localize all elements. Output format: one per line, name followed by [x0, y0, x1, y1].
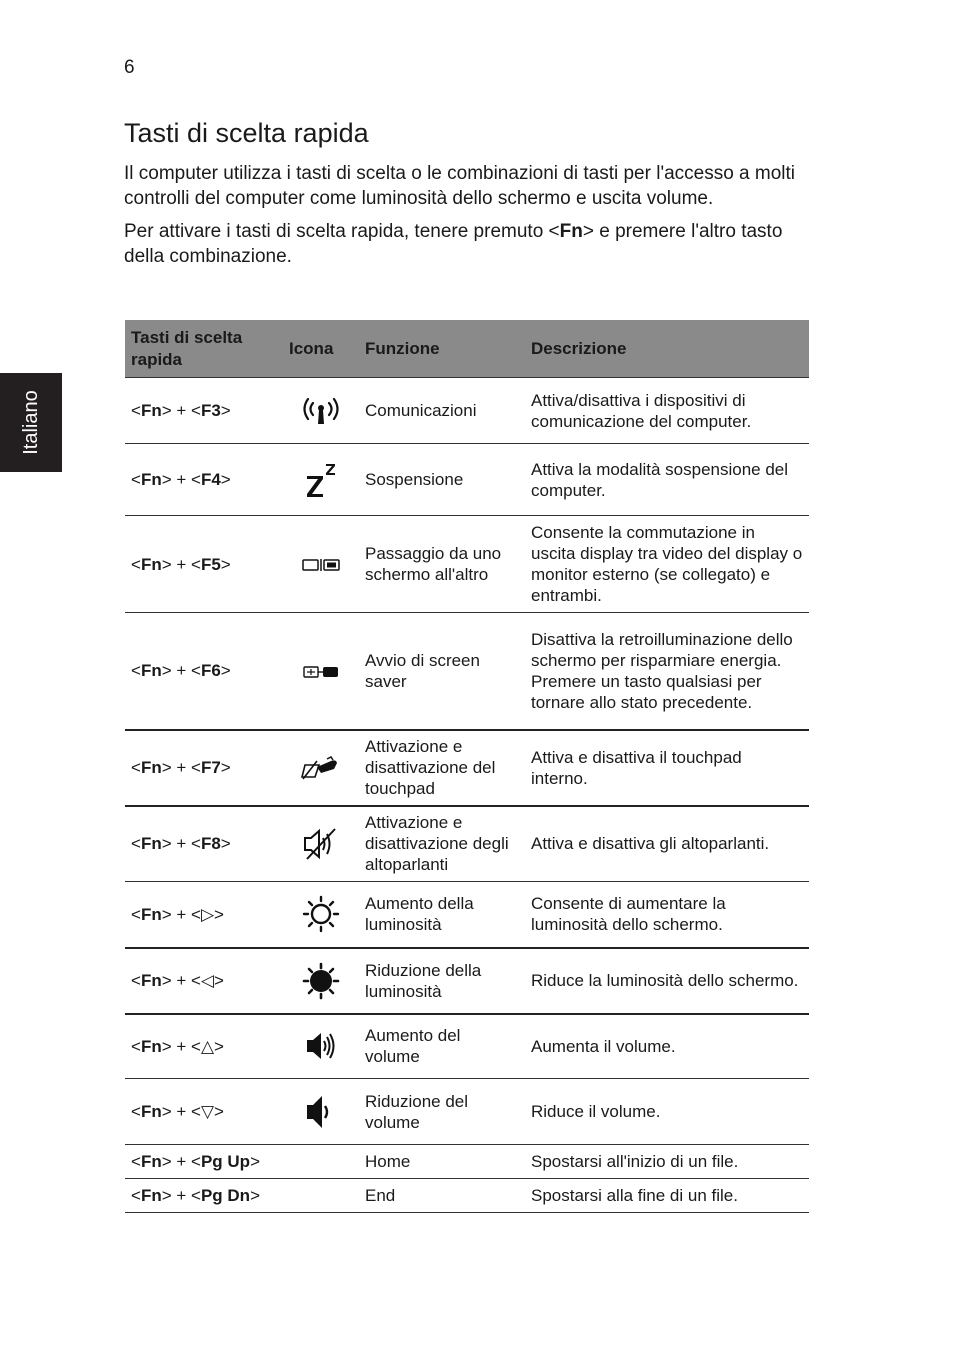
fn-key: Fn — [559, 221, 583, 242]
table-row — [125, 806, 809, 882]
function-cell: Riduzione della luminosità — [359, 948, 525, 1014]
volume-up-icon — [303, 1030, 339, 1062]
instruction-paragraph: Per attivare i tasti di scelta rapida, tenere premuto <Fn> e premere l'altro tasto della combinazione. — [124, 221, 783, 267]
touchpad-toggle-icon — [301, 755, 341, 781]
description-cell: Consente la commutazione in uscita display tra video del display o monitor esterno (se collegato) e entrambi. — [525, 516, 809, 613]
table-row — [125, 1079, 809, 1145]
hotkey-cell: <Fn> + <◁> — [125, 948, 283, 1014]
table-row — [125, 1014, 809, 1079]
speaker-mute-icon — [301, 827, 341, 861]
table-row — [125, 516, 809, 613]
description-cell: Spostarsi alla fine di un file. — [525, 1179, 809, 1213]
table-row — [125, 882, 809, 948]
function-cell: Sospensione — [359, 444, 525, 516]
hotkey-cell: <Fn> + <△> — [125, 1014, 283, 1079]
icon-cell — [283, 1079, 359, 1145]
icon-cell — [283, 948, 359, 1014]
description-cell: Attiva la modalità sospensione del computer. — [525, 444, 809, 516]
hotkey-cell: <Fn> + <F7> — [125, 730, 283, 806]
hotkey-cell: <Fn> + <F5> — [125, 516, 283, 613]
icon-cell — [283, 1014, 359, 1079]
table-row — [125, 1179, 809, 1213]
hotkey-cell: <Fn> + <Pg Up> — [125, 1145, 283, 1179]
language-label: Italiano — [19, 390, 42, 455]
table-row — [125, 730, 809, 806]
hotkey-cell: <Fn> + <▽> — [125, 1079, 283, 1145]
volume-down-icon — [303, 1093, 339, 1131]
icon-cell — [283, 730, 359, 806]
table-row — [125, 1145, 809, 1179]
function-cell: Comunicazioni — [359, 378, 525, 444]
description-cell: Spostarsi all'inizio di un file. — [525, 1145, 809, 1179]
hotkey-cell: <Fn> + <F3> — [125, 378, 283, 444]
hotkey-cell: <Fn> + <F8> — [125, 806, 283, 882]
hotkey-cell: <Fn> + <F4> — [125, 444, 283, 516]
table-row — [125, 613, 809, 730]
intro-paragraph: Il computer utilizza i tasti di scelta o le combinazioni di tasti per l'accesso a molti controlli del computer come luminosità dello schermo e uscita volume. — [124, 163, 796, 209]
function-cell: End — [359, 1179, 525, 1213]
function-cell: Avvio di screen saver — [359, 613, 525, 730]
section-content — [124, 116, 814, 277]
page-number: 6 — [124, 57, 135, 78]
description-cell: Riduce il volume. — [525, 1079, 809, 1145]
description-cell: Attiva e disattiva il touchpad interno. — [525, 730, 809, 806]
function-cell: Attivazione e disattivazione del touchpad — [359, 730, 525, 806]
header-icon: Icona — [283, 320, 359, 378]
description-cell: Attiva e disattiva gli altoparlanti. — [525, 806, 809, 882]
hotkey-cell: <Fn> + <Pg Dn> — [125, 1179, 283, 1213]
sleep-zz-icon — [304, 462, 338, 498]
table-row — [125, 948, 809, 1014]
description-cell: Attiva/disattiva i dispositivi di comunicazione del computer. — [525, 378, 809, 444]
icon-cell — [283, 516, 359, 613]
section-title: Tasti di scelta rapida — [124, 118, 369, 148]
function-cell: Home — [359, 1145, 525, 1179]
hotkeys-table — [125, 320, 809, 1213]
function-cell: Riduzione del volume — [359, 1079, 525, 1145]
hotkey-cell: <Fn> + <F6> — [125, 613, 283, 730]
icon-cell — [283, 444, 359, 516]
header-description: Descrizione — [525, 320, 809, 378]
language-side-tab — [0, 373, 62, 472]
icon-cell — [283, 806, 359, 882]
display-toggle-icon — [301, 557, 341, 573]
table-row — [125, 378, 809, 444]
function-cell: Aumento della luminosità — [359, 882, 525, 948]
brightness-up-icon — [302, 895, 340, 933]
brightness-down-icon — [302, 962, 340, 1000]
function-cell: Aumento del volume — [359, 1014, 525, 1079]
hotkey-cell: <Fn> + <▷> — [125, 882, 283, 948]
icon-cell — [283, 378, 359, 444]
description-cell: Riduce la luminosità dello schermo. — [525, 948, 809, 1014]
description-cell: Consente di aumentare la luminosità dello schermo. — [525, 882, 809, 948]
icon-cell — [283, 1145, 359, 1179]
description-cell: Disattiva la retroilluminazione dello schermo per risparmiare energia. Premere un tasto qualsiasi per tornare allo stato precedente. — [525, 613, 809, 730]
icon-cell — [283, 882, 359, 948]
table-row — [125, 444, 809, 516]
header-function: Funzione — [359, 320, 525, 378]
header-keys: Tasti di scelta rapida — [125, 320, 283, 378]
description-cell: Aumenta il volume. — [525, 1014, 809, 1079]
icon-cell — [283, 1179, 359, 1213]
function-cell: Attivazione e disattivazione degli altoparlanti — [359, 806, 525, 882]
function-cell: Passaggio da uno schermo all'altro — [359, 516, 525, 613]
screen-blank-icon — [301, 664, 341, 680]
icon-cell — [283, 613, 359, 730]
table-header-row — [125, 320, 809, 378]
wireless-communications-icon — [301, 396, 341, 426]
